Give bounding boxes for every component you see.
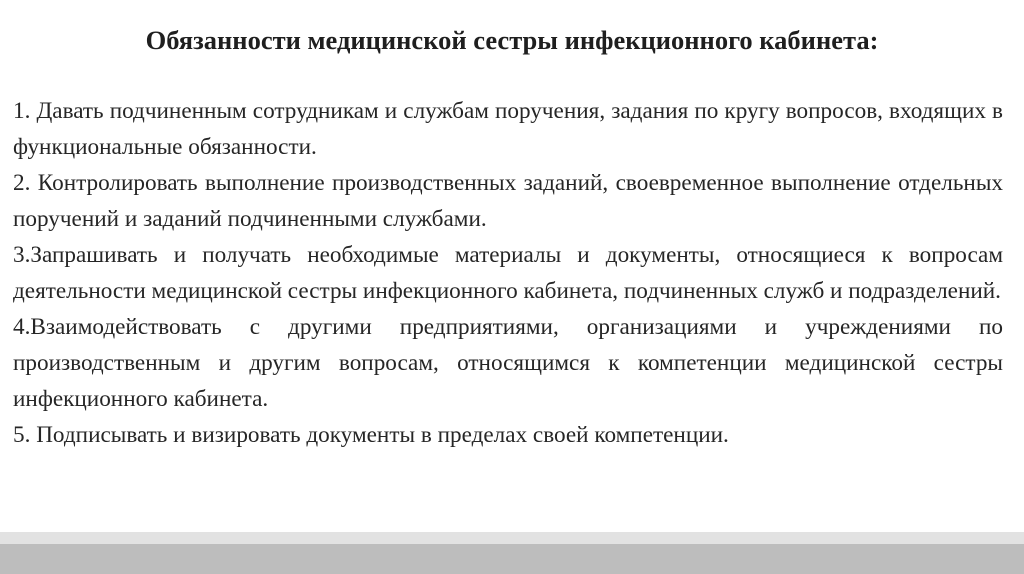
duty-item-1: 1. Давать подчиненным сотрудникам и службам поручения, задания по кругу вопросов, входящих в функциональные обязанности. — [13, 98, 1003, 160]
duty-item-2: 2. Контролировать выполнение производственных заданий, своевременное выполнение отдельных поручений и заданий подчиненными службами. — [13, 170, 1003, 232]
footer-bar — [0, 544, 1024, 574]
duty-item-4: 4.Взаимодействовать с другими предприятиями, организациями и учреждениями по производственным и другим вопросам, относящимся к компетенции медицинской сестры инфекционного кабинета. — [13, 314, 1003, 412]
footer-band — [0, 532, 1024, 544]
duty-item-5: 5. Подписывать и визировать документы в пределах своей компетенции. — [13, 422, 729, 448]
duty-item-3: 3.Запрашивать и получать необходимые материалы и документы, относящиеся к вопросам деятельности медицинской сестры инфекционного кабинета, подчиненных служб и подразделений. — [13, 242, 1003, 304]
duties-list — [13, 93, 1003, 453]
slide-title: Обязанности медицинской сестры инфекционного кабинета: — [145, 25, 879, 55]
